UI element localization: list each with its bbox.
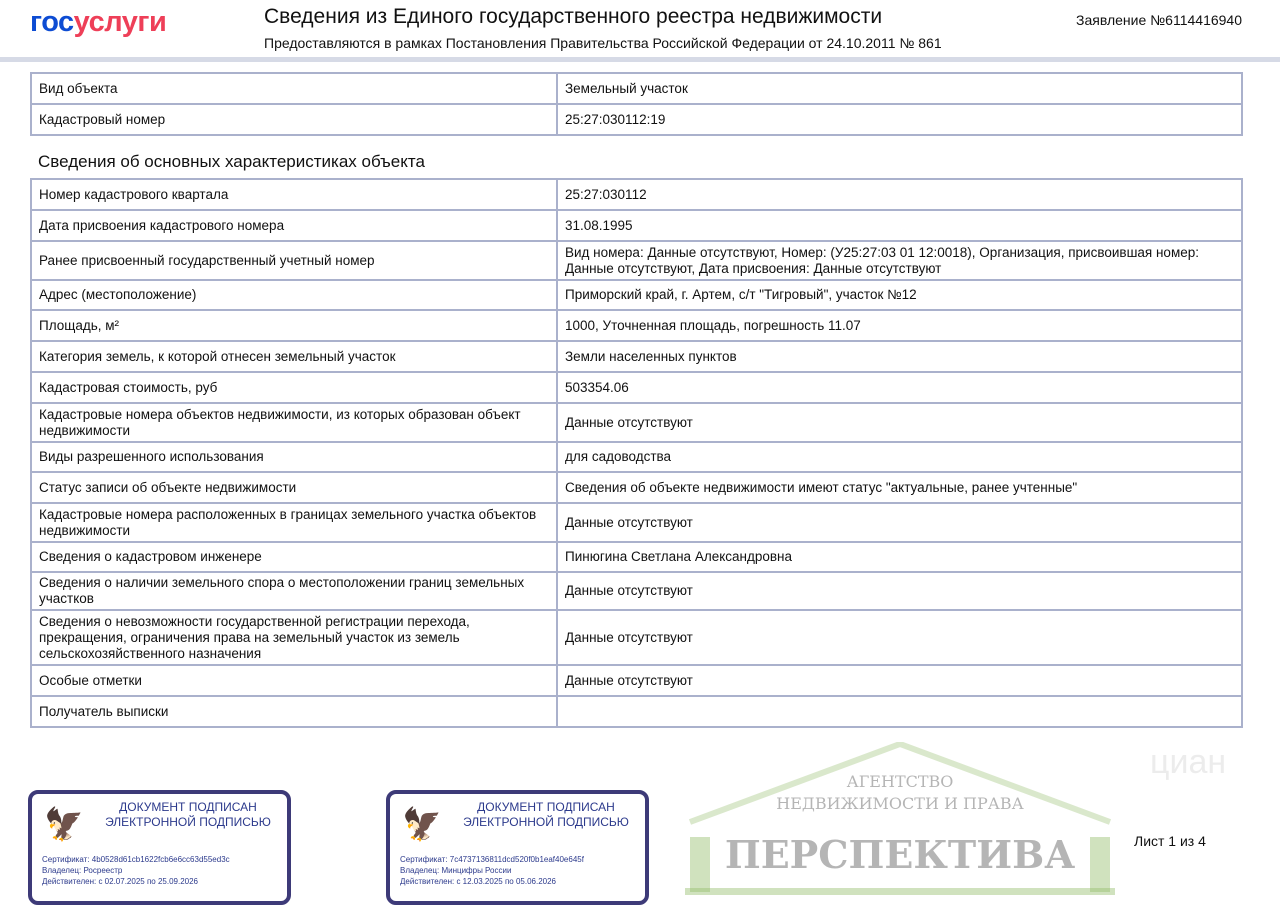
row-label: Сведения о невозможности государственной регистрации перехода, прекращения, ограничения права на земельный участок из земель сельскохозяйственного назначения [31, 610, 557, 665]
row-value: 25:27:030112:19 [557, 104, 1242, 135]
stamp-details [400, 854, 584, 887]
table-row [31, 341, 1242, 372]
row-value: Вид номера: Данные отсутствуют, Номер: (У25:27:03 01 12:0018), Организация, присвоившая номер: Данные отсутствуют, Дата присвоения: Данные отсутствуют [557, 241, 1242, 280]
object-table [30, 72, 1243, 136]
row-value: Приморский край, г. Артем, с/т "Тигровый", участок №12 [557, 280, 1242, 310]
table-row [31, 503, 1242, 542]
stamp-valid: Действителен: с 12.03.2025 по 05.06.2026 [400, 877, 556, 886]
table-row [31, 610, 1242, 665]
stamp-owner: Владелец: Росреестр [42, 866, 123, 875]
row-label: Ранее присвоенный государственный учетный номер [31, 241, 557, 280]
table-row [31, 572, 1242, 610]
watermark-text: НЕДВИЖИМОСТИ И ПРАВА [776, 794, 1024, 813]
row-label: Дата присвоения кадастрового номера [31, 210, 557, 241]
table-row [31, 403, 1242, 442]
table-row [31, 542, 1242, 572]
page-title: Сведения из Единого государственного реестра недвижимости [264, 5, 883, 28]
agency-watermark [680, 742, 1120, 902]
cian-watermark: циан [1150, 743, 1227, 781]
row-value: Пинюгина Светлана Александровна [557, 542, 1242, 572]
row-label: Кадастровый номер [31, 104, 557, 135]
logo-part: гос [30, 6, 74, 38]
row-value: 25:27:030112 [557, 179, 1242, 210]
table-row [31, 241, 1242, 280]
row-label: Особые отметки [31, 665, 557, 696]
row-label: Номер кадастрового квартала [31, 179, 557, 210]
table-row [31, 179, 1242, 210]
stamp-heading: ДОКУМЕНТ ПОДПИСАН ЭЛЕКТРОННОЙ ПОДПИСЬЮ [463, 800, 629, 829]
row-label: Площадь, м² [31, 310, 557, 341]
watermark-text: АГЕНТСТВО [846, 772, 954, 791]
row-label: Получатель выписки [31, 696, 557, 727]
row-label: Виды разрешенного использования [31, 442, 557, 472]
emblem-icon: 🦅 [402, 805, 442, 843]
row-label: Статус записи об объекте недвижимости [31, 472, 557, 503]
table-row [31, 73, 1242, 104]
row-label: Сведения о кадастровом инженере [31, 542, 557, 572]
row-value: для садоводства [557, 442, 1242, 472]
header-divider [0, 57, 1280, 62]
stamp-cert: Сертификат: 7c4737136811dcd520f0b1eaf40e645f [400, 855, 584, 864]
row-label: Кадастровые номера расположенных в границах земельного участка объектов недвижимости [31, 503, 557, 542]
row-value: 31.08.1995 [557, 210, 1242, 241]
row-label: Сведения о наличии земельного спора о местоположении границ земельных участков [31, 572, 557, 610]
page-number: Лист 1 из 4 [1134, 833, 1206, 849]
emblem-icon: 🦅 [44, 805, 84, 843]
section-title: Сведения об основных характеристиках объекта [38, 152, 425, 171]
row-value: 503354.06 [557, 372, 1242, 403]
row-value: Данные отсутствуют [557, 610, 1242, 665]
row-value: Сведения об объекте недвижимости имеют статус "актуальные, ранее учтенные" [557, 472, 1242, 503]
table-row [31, 472, 1242, 503]
table-row [31, 104, 1242, 135]
row-value: 1000, Уточненная площадь, погрешность 11.07 [557, 310, 1242, 341]
application-number: Заявление №6114416940 [1076, 12, 1242, 28]
row-value: Данные отсутствуют [557, 503, 1242, 542]
row-label: Категория земель, к которой отнесен земельный участок [31, 341, 557, 372]
page-subtitle: Предоставляются в рамках Постановления Правительства Российской Федерации от 24.10.2011 № 861 [264, 35, 942, 51]
signature-stamp-mincifry [386, 790, 649, 905]
house-icon [680, 742, 1120, 902]
row-value: Данные отсутствуют [557, 665, 1242, 696]
stamp-details [42, 854, 230, 887]
table-row [31, 310, 1242, 341]
row-label: Кадастровые номера объектов недвижимости, из которых образован объект недвижимости [31, 403, 557, 442]
row-value: Земельный участок [557, 73, 1242, 104]
row-label: Вид объекта [31, 73, 557, 104]
stamp-cert: Сертификат: 4b0528d61cb1622fcb6e6cc63d55ed3c [42, 855, 230, 864]
row-value: Данные отсутствуют [557, 572, 1242, 610]
watermark-name: ПЕРСПЕКТИВА [724, 832, 1076, 877]
stamp-owner: Владелец: Минцифры России [400, 866, 512, 875]
stamp-valid: Действителен: с 02.07.2025 по 25.09.2026 [42, 877, 198, 886]
row-label: Кадастровая стоимость, руб [31, 372, 557, 403]
characteristics-table [30, 178, 1243, 728]
table-row [31, 665, 1242, 696]
row-value: Данные отсутствуют [557, 403, 1242, 442]
signature-stamp-rosreestr [28, 790, 291, 905]
table-row [31, 372, 1242, 403]
stamp-heading: ДОКУМЕНТ ПОДПИСАН ЭЛЕКТРОННОЙ ПОДПИСЬЮ [105, 800, 271, 829]
row-label: Адрес (местоположение) [31, 280, 557, 310]
table-row [31, 210, 1242, 241]
row-value [557, 696, 1242, 727]
table-row [31, 696, 1242, 727]
logo-part: услуги [73, 6, 167, 38]
table-row [31, 280, 1242, 310]
gosuslugi-logo [30, 6, 166, 39]
table-row [31, 442, 1242, 472]
row-value: Земли населенных пунктов [557, 341, 1242, 372]
